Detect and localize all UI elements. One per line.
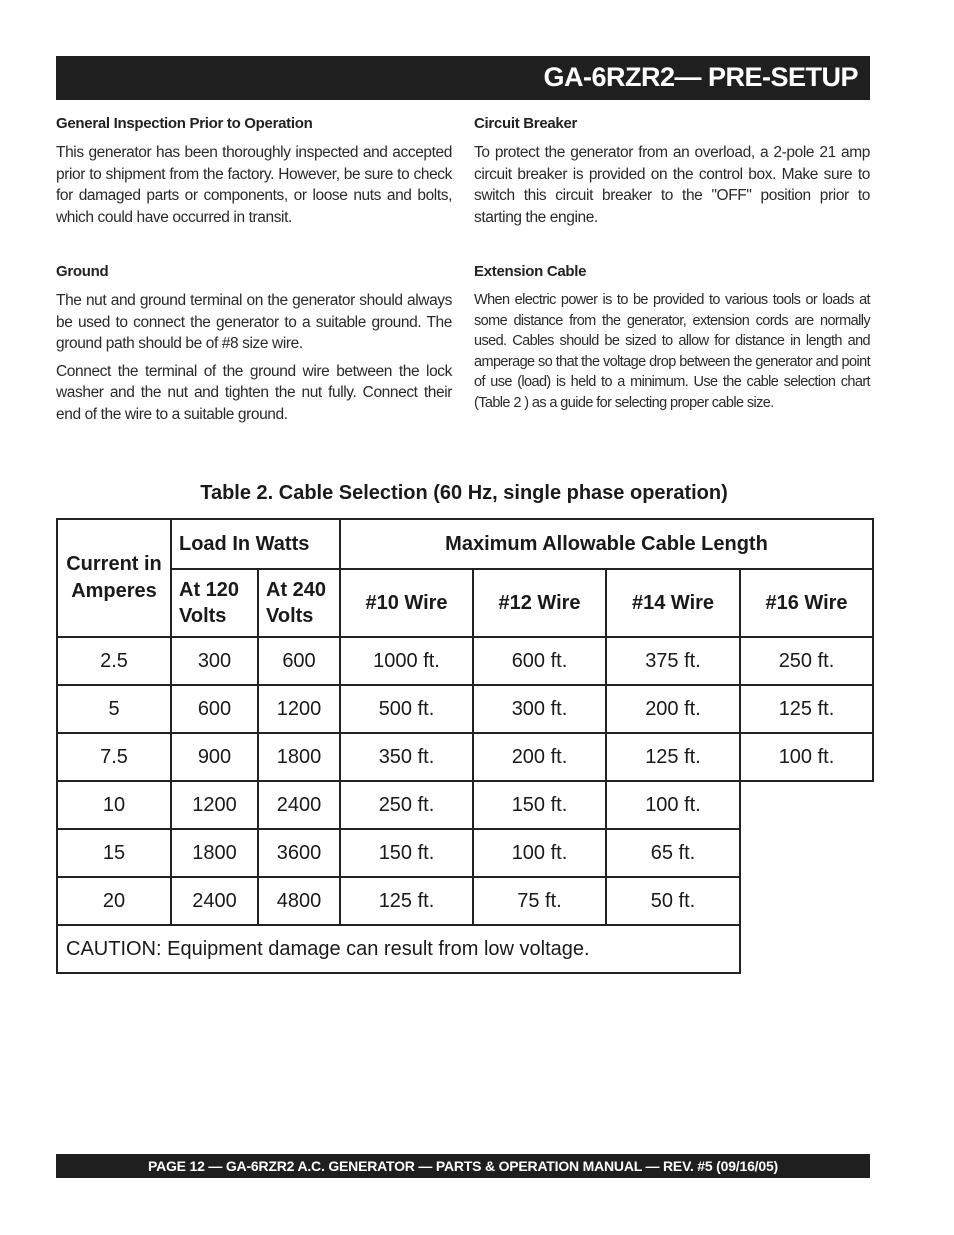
- paragraph-extension: When electric power is to be provided to various tools or loads at some distance from the generator, extension cords are normally used. Cables should be sized to allow for distance in length and amperage so that the voltage drop between the generator and point of use (load) is held to a minimum. Use the cable selection chart (Table 2 ) as a guide for selecting proper cable size.: [474, 292, 870, 411]
- cell-14-wire: 100 ft.: [606, 781, 740, 829]
- table-caption: Table 2. Cable Selection (60 Hz, single phase operation): [200, 482, 728, 504]
- caution-row: [57, 925, 873, 973]
- cell-14-wire: 200 ft.: [606, 685, 740, 733]
- cell-240v: 3600: [258, 829, 340, 877]
- cell-10-wire: 125 ft.: [340, 877, 473, 925]
- section-heading-inspection: General Inspection Prior to Operation: [56, 115, 313, 132]
- cell-10-wire: 150 ft.: [340, 829, 473, 877]
- cell-12-wire: 200 ft.: [473, 733, 606, 781]
- cell-240v: 600: [258, 637, 340, 685]
- cell-current: 15: [57, 829, 171, 877]
- caution-text: CAUTION: Equipment damage can result from low voltage.: [57, 925, 740, 973]
- header-14-wire: #14 Wire: [606, 569, 740, 637]
- header-120v: At 120 Volts: [171, 569, 258, 637]
- cell-empty: [740, 829, 873, 877]
- section-extension-cable: [474, 263, 870, 419]
- page-title: GA-6RZR2— PRE-SETUP: [543, 62, 858, 92]
- cell-10-wire: 250 ft.: [340, 781, 473, 829]
- section-heading-ground: Ground: [56, 263, 109, 280]
- cell-12-wire: 150 ft.: [473, 781, 606, 829]
- cell-16-wire: 250 ft.: [740, 637, 873, 685]
- cell-16-wire: 125 ft.: [740, 685, 873, 733]
- cell-12-wire: 600 ft.: [473, 637, 606, 685]
- cell-120v: 600: [171, 685, 258, 733]
- cell-240v: 2400: [258, 781, 340, 829]
- cell-empty: [740, 877, 873, 925]
- section-heading-extension: Extension Cable: [474, 263, 587, 280]
- cell-10-wire: 1000 ft.: [340, 637, 473, 685]
- table-row: [57, 877, 873, 925]
- table-row: [57, 733, 873, 781]
- cell-10-wire: 350 ft.: [340, 733, 473, 781]
- section-ground: [56, 263, 452, 431]
- cell-current: 10: [57, 781, 171, 829]
- header-current: Current in Amperes: [57, 519, 171, 637]
- table-row: [57, 829, 873, 877]
- cell-current: 5: [57, 685, 171, 733]
- cell-120v: 2400: [171, 877, 258, 925]
- cell-12-wire: 300 ft.: [473, 685, 606, 733]
- paragraph-ground-1: The nut and ground terminal on the generator should always be used to connect the generator to a suitable ground. The ground path should be of #8 size wire.: [56, 292, 452, 352]
- cell-14-wire: 50 ft.: [606, 877, 740, 925]
- paragraph-inspection: This generator has been thoroughly inspected and accepted prior to shipment from the factory. However, be sure to check for damaged parts or components, or loose nuts and bolts, which could have occurred in transit.: [56, 144, 452, 226]
- table-row: [57, 781, 873, 829]
- section-heading-breaker: Circuit Breaker: [474, 115, 578, 132]
- cell-240v: 4800: [258, 877, 340, 925]
- cell-120v: 300: [171, 637, 258, 685]
- header-10-wire: #10 Wire: [340, 569, 473, 637]
- cell-240v: 1800: [258, 733, 340, 781]
- paragraph-breaker: To protect the generator from an overload, a 2-pole 21 amp circuit breaker is provided on the control box. Make sure to switch this circuit breaker to the "OFF" position prior to starting the engine.: [474, 144, 870, 226]
- cell-empty: [740, 781, 873, 829]
- section-circuit-breaker: [474, 115, 870, 234]
- page-header-bar: [56, 56, 870, 100]
- cell-12-wire: 75 ft.: [473, 877, 606, 925]
- footer-text: PAGE 12 — GA-6RZR2 A.C. GENERATOR — PARTS & OPERATION MANUAL — REV. #5 (09/16/05): [147, 1158, 778, 1174]
- cell-current: 7.5: [57, 733, 171, 781]
- header-16-wire: #16 Wire: [740, 569, 873, 637]
- cell-240v: 1200: [258, 685, 340, 733]
- cell-120v: 1200: [171, 781, 258, 829]
- cell-16-wire: 100 ft.: [740, 733, 873, 781]
- cable-selection-table: [56, 518, 874, 974]
- header-load-watts: Load In Watts: [171, 519, 340, 569]
- cell-current: 20: [57, 877, 171, 925]
- header-240v: At 240 Volts: [258, 569, 340, 637]
- cell-empty: [740, 925, 873, 973]
- cell-14-wire: 65 ft.: [606, 829, 740, 877]
- table-row: [57, 685, 873, 733]
- cell-120v: 1800: [171, 829, 258, 877]
- table-row: [57, 637, 873, 685]
- header-12-wire: #12 Wire: [473, 569, 606, 637]
- cell-10-wire: 500 ft.: [340, 685, 473, 733]
- cell-120v: 900: [171, 733, 258, 781]
- cell-14-wire: 375 ft.: [606, 637, 740, 685]
- paragraph-ground-2: Connect the terminal of the ground wire between the lock washer and the nut and tighten the nut fully. Connect their end of the wire to a suitable ground.: [56, 362, 452, 423]
- page-footer-bar: [56, 1154, 870, 1178]
- cell-current: 2.5: [57, 637, 171, 685]
- section-general-inspection: [56, 115, 452, 234]
- cell-14-wire: 125 ft.: [606, 733, 740, 781]
- cell-12-wire: 100 ft.: [473, 829, 606, 877]
- header-max-length: Maximum Allowable Cable Length: [340, 519, 873, 569]
